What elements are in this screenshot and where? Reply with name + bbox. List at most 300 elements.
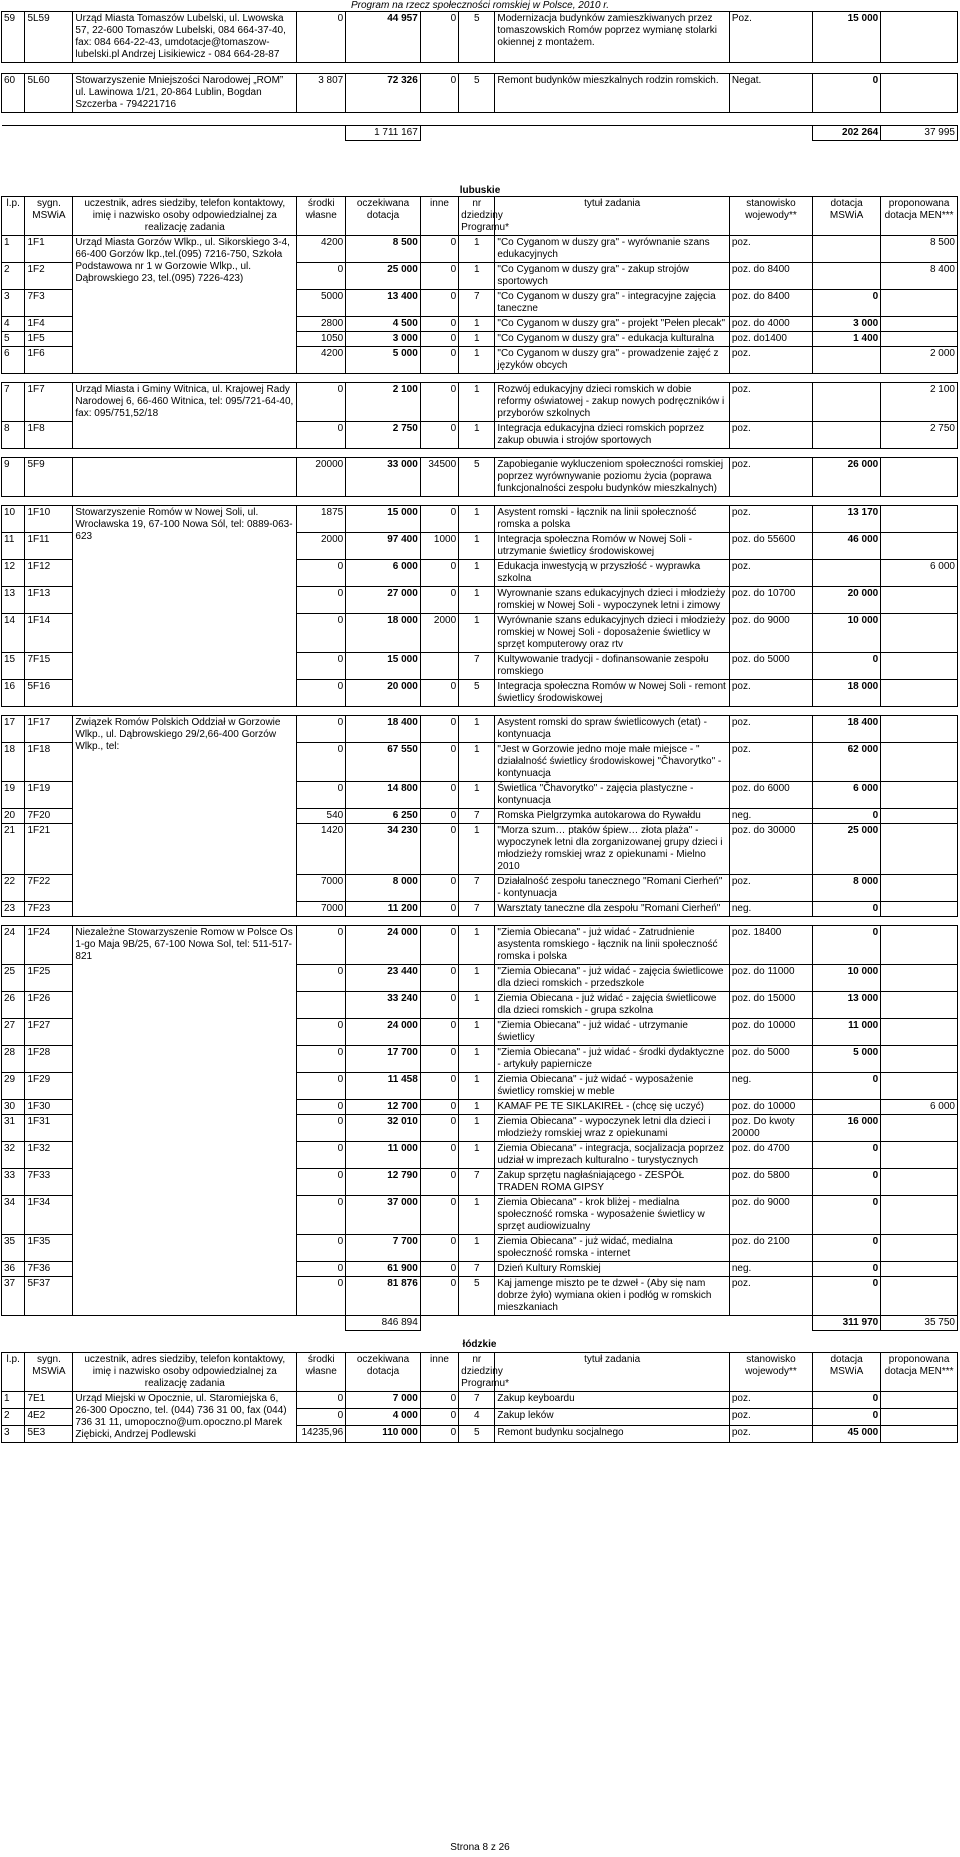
cell-inne: 0	[420, 1196, 458, 1235]
cell-inne: 0	[420, 1115, 458, 1142]
cell-oczekiwana: 14 800	[346, 782, 421, 809]
column-header: inne	[420, 1353, 458, 1392]
cell-sygn: 1F18	[25, 743, 73, 782]
cell-stanowisko: poz. do 9000	[729, 1196, 812, 1235]
cell-stanowisko: neg.	[729, 1073, 812, 1100]
cell-wlasne: 0	[297, 1169, 346, 1196]
cell-tytul: Modernizacja budynków zamieszkiwanych przez tomaszowskich Romów poprzez wymianę stolarki okiennej z montażem.	[495, 12, 729, 63]
cell-dotacja-men	[881, 1073, 958, 1100]
sum-spacer	[297, 1316, 346, 1331]
cell-dotacja-men	[881, 1115, 958, 1142]
column-header: środki własne	[297, 1353, 346, 1392]
cell-dotacja-mswia: 0	[813, 1169, 881, 1196]
cell-lp: 15	[2, 653, 25, 680]
column-header: oczekiwana dotacja	[346, 197, 421, 236]
cell-tytul: "Co Cyganom w duszy gra" - zakup strojów sportowych	[495, 263, 729, 290]
cell-dotacja-mswia: 20 000	[813, 587, 881, 614]
cell-nr: 1	[459, 560, 495, 587]
cell-lp: 37	[2, 1277, 25, 1316]
cell-stanowisko: poz. 18400	[729, 926, 812, 965]
cell-nr: 7	[459, 1392, 495, 1409]
cell-lp: 22	[2, 875, 25, 902]
table-row	[2, 1392, 958, 1409]
cell-dotacja-men: 8 400	[881, 263, 958, 290]
cell-oczekiwana: 24 000	[346, 1019, 421, 1046]
column-header: nr dziedziny Programu*	[459, 197, 495, 236]
cell-dotacja-mswia: 10 000	[813, 965, 881, 992]
cell-inne: 0	[420, 1169, 458, 1196]
cell-lp: 2	[2, 263, 25, 290]
cell-dotacja-men	[881, 926, 958, 965]
cell-uczestnik: Stowarzyszenie Romów w Nowej Soli, ul. Wrocławska 19, 67-100 Nowa Sól, tel: 0889-063-623	[73, 506, 297, 707]
sum-spacer	[2, 1316, 297, 1331]
cell-inne: 0	[420, 965, 458, 992]
table-row	[2, 374, 958, 383]
cell-wlasne: 0	[297, 1409, 346, 1426]
cell-stanowisko: poz. do 4000	[729, 317, 812, 332]
cell-sygn: 5F16	[25, 680, 73, 707]
cell-nr: 5	[459, 1277, 495, 1316]
cell-tytul: "Co Cyganom w duszy gra" - wyrównanie szans edukacyjnych	[495, 236, 729, 263]
cell-nr: 1	[459, 263, 495, 290]
cell-dotacja-mswia: 1 400	[813, 332, 881, 347]
cell-inne: 0	[420, 12, 458, 63]
cell-wlasne: 0	[297, 1196, 346, 1235]
cell-oczekiwana: 12 790	[346, 1169, 421, 1196]
cell-dotacja-mswia: 6 000	[813, 782, 881, 809]
cell-sygn: 1F19	[25, 782, 73, 809]
cell-dotacja-mswia: 13 170	[813, 506, 881, 533]
top-table	[1, 11, 958, 141]
sum-spacer	[2, 126, 297, 141]
cell-sygn: 5L60	[25, 74, 73, 113]
cell-dotacja-men	[881, 1409, 958, 1426]
cell-tytul: "Ziemia Obiecana" - już widać - zajęcia świetlicowe dla dzieci romskich - przedszkole	[495, 965, 729, 992]
cell-stanowisko: Poz.	[729, 12, 812, 63]
cell-tytul: Ziemia Obiecana - już widać - zajęcia świetlicowe dla dzieci romskich - grupa szkolna	[495, 992, 729, 1019]
cell-oczekiwana: 11 458	[346, 1073, 421, 1100]
cell-inne: 0	[420, 992, 458, 1019]
cell-oczekiwana: 44 957	[346, 12, 421, 63]
cell-sygn: 1F27	[25, 1019, 73, 1046]
cell-tytul: Asystent romski - łącznik na linii społeczność romska a polska	[495, 506, 729, 533]
cell-dotacja-mswia: 26 000	[813, 458, 881, 497]
column-header: l.p.	[2, 197, 25, 236]
cell-dotacja-mswia	[813, 383, 881, 422]
cell-lp: 35	[2, 1235, 25, 1262]
cell-lp: 1	[2, 1392, 25, 1409]
row-spacer	[2, 707, 958, 716]
cell-dotacja-mswia: 0	[813, 809, 881, 824]
cell-sygn: 1F17	[25, 716, 73, 743]
cell-dotacja-men	[881, 317, 958, 332]
cell-stanowisko: poz. do 6000	[729, 782, 812, 809]
cell-dotacja-mswia: 0	[813, 902, 881, 917]
cell-dotacja-men	[881, 875, 958, 902]
cell-lp: 60	[2, 74, 25, 113]
cell-stanowisko: poz.	[729, 422, 812, 449]
cell-dotacja-men	[881, 1235, 958, 1262]
cell-dotacja-men	[881, 680, 958, 707]
table-row	[2, 497, 958, 506]
cell-nr: 5	[459, 74, 495, 113]
cell-oczekiwana: 11 000	[346, 1142, 421, 1169]
cell-tytul: Zakup leków	[495, 1409, 729, 1426]
cell-oczekiwana: 15 000	[346, 653, 421, 680]
cell-sygn: 7F33	[25, 1169, 73, 1196]
sum-spacer	[297, 126, 346, 141]
cell-inne: 0	[420, 1100, 458, 1115]
sum-spacer	[420, 1316, 812, 1331]
cell-sygn: 1F8	[25, 422, 73, 449]
cell-tytul: Kaj jamenge miszto pe te dzweł - (Aby się nam dobrze żyło) wymiana okien i podłóg w romskich mieszkaniach	[495, 1277, 729, 1316]
cell-nr: 1	[459, 743, 495, 782]
cell-stanowisko: neg.	[729, 902, 812, 917]
cell-wlasne: 7000	[297, 875, 346, 902]
cell-oczekiwana: 81 876	[346, 1277, 421, 1316]
cell-stanowisko: poz.	[729, 560, 812, 587]
cell-dotacja-men: 2 000	[881, 347, 958, 374]
cell-oczekiwana: 18 400	[346, 716, 421, 743]
cell-inne: 0	[420, 824, 458, 875]
cell-inne: 0	[420, 1073, 458, 1100]
column-header: oczekiwana dotacja	[346, 1353, 421, 1392]
cell-sygn: 5F37	[25, 1277, 73, 1316]
column-header: środki własne	[297, 197, 346, 236]
cell-wlasne: 0	[297, 1262, 346, 1277]
cell-dotacja-men	[881, 1142, 958, 1169]
cell-lp: 31	[2, 1115, 25, 1142]
lubuskie-table	[1, 196, 958, 1443]
cell-nr: 1	[459, 1196, 495, 1235]
cell-oczekiwana: 61 900	[346, 1262, 421, 1277]
cell-oczekiwana: 27 000	[346, 587, 421, 614]
cell-inne: 0	[420, 74, 458, 113]
cell-dotacja-mswia	[813, 560, 881, 587]
cell-oczekiwana: 33 000	[346, 458, 421, 497]
cell-dotacja-mswia: 0	[813, 1409, 881, 1426]
cell-wlasne: 0	[297, 680, 346, 707]
cell-lp: 30	[2, 1100, 25, 1115]
cell-wlasne: 540	[297, 809, 346, 824]
section-title-lodzkie: łódzkie	[462, 1339, 497, 1350]
cell-sygn: 1F24	[25, 926, 73, 965]
cell-lp: 4	[2, 317, 25, 332]
cell-inne: 0	[420, 1235, 458, 1262]
cell-inne: 0	[420, 1142, 458, 1169]
cell-oczekiwana: 6 250	[346, 809, 421, 824]
cell-wlasne: 2800	[297, 317, 346, 332]
table-row	[2, 12, 958, 63]
cell-sygn: 7F20	[25, 809, 73, 824]
cell-inne: 0	[420, 1277, 458, 1316]
cell-nr: 1	[459, 383, 495, 422]
cell-dotacja-mswia	[813, 236, 881, 263]
cell-tytul: Warsztaty taneczne dla zespołu "Romani Cierheń"	[495, 902, 729, 917]
cell-nr: 1	[459, 782, 495, 809]
cell-nr: 1	[459, 1100, 495, 1115]
cell-inne: 0	[420, 560, 458, 587]
cell-wlasne	[297, 992, 346, 1019]
cell-dotacja-men	[881, 1196, 958, 1235]
cell-dotacja-mswia	[813, 1100, 881, 1115]
cell-inne	[420, 653, 458, 680]
sum-oczekiwana: 846 894	[346, 1316, 421, 1331]
cell-tytul: Zakup keyboardu	[495, 1392, 729, 1409]
cell-tytul: Wyrownanie szans edukacyjnych dzieci i młodzieży romskiej w Nowej Soli - wypoczynek letni i zimowy	[495, 587, 729, 614]
cell-dotacja-men	[881, 1169, 958, 1196]
cell-dotacja-men	[881, 965, 958, 992]
cell-sygn: 1F30	[25, 1100, 73, 1115]
cell-dotacja-mswia	[813, 263, 881, 290]
cell-inne: 0	[420, 347, 458, 374]
cell-dotacja-mswia: 0	[813, 926, 881, 965]
cell-oczekiwana: 5 000	[346, 347, 421, 374]
cell-wlasne: 4200	[297, 347, 346, 374]
cell-inne: 0	[420, 317, 458, 332]
cell-wlasne: 0	[297, 1277, 346, 1316]
cell-stanowisko: poz. do 10700	[729, 587, 812, 614]
cell-tytul: Ziemia Obiecana" - już widać - wyposażenie świetlicy romskiej w meble	[495, 1073, 729, 1100]
cell-sygn: 1F34	[25, 1196, 73, 1235]
cell-dotacja-men	[881, 809, 958, 824]
cell-inne: 0	[420, 290, 458, 317]
cell-dotacja-mswia: 0	[813, 1392, 881, 1409]
table-row	[2, 506, 958, 533]
cell-inne: 0	[420, 875, 458, 902]
cell-sygn: 1F12	[25, 560, 73, 587]
cell-dotacja-men	[881, 12, 958, 63]
cell-wlasne: 2000	[297, 533, 346, 560]
cell-wlasne: 0	[297, 12, 346, 63]
cell-nr: 7	[459, 902, 495, 917]
sum-dotacja-men: 37 995	[881, 126, 958, 141]
cell-dotacja-mswia: 15 000	[813, 12, 881, 63]
cell-sygn: 7F3	[25, 290, 73, 317]
cell-oczekiwana: 4 000	[346, 1409, 421, 1426]
cell-dotacja-mswia: 16 000	[813, 1115, 881, 1142]
cell-wlasne: 0	[297, 782, 346, 809]
cell-lp: 13	[2, 587, 25, 614]
cell-lp: 33	[2, 1169, 25, 1196]
cell-inne: 0	[420, 716, 458, 743]
table-row	[2, 716, 958, 743]
cell-stanowisko: poz.	[729, 458, 812, 497]
cell-sygn: 5E3	[25, 1426, 73, 1443]
cell-dotacja-mswia: 0	[813, 1235, 881, 1262]
cell-wlasne: 0	[297, 1046, 346, 1073]
cell-dotacja-mswia: 0	[813, 74, 881, 113]
cell-dotacja-men	[881, 332, 958, 347]
cell-stanowisko: poz.	[729, 1277, 812, 1316]
cell-tytul: "Co Cyganom w duszy gra" - prowadzenie zajęć z języków obcych	[495, 347, 729, 374]
cell-oczekiwana: 2 750	[346, 422, 421, 449]
cell-dotacja-men	[881, 506, 958, 533]
cell-nr: 1	[459, 422, 495, 449]
cell-oczekiwana: 34 230	[346, 824, 421, 875]
cell-dotacja-mswia: 0	[813, 1073, 881, 1100]
cell-wlasne: 0	[297, 1115, 346, 1142]
cell-dotacja-mswia: 45 000	[813, 1426, 881, 1443]
cell-stanowisko: poz. do1400	[729, 332, 812, 347]
cell-nr: 7	[459, 875, 495, 902]
cell-tytul: Ziemia Obiecana" - wypoczynek letni dla dzieci i młodzieży romskiej wraz z opiekunami	[495, 1115, 729, 1142]
cell-lp: 59	[2, 12, 25, 63]
cell-inne: 34500	[420, 458, 458, 497]
cell-uczestnik: Niezależne Stowarzyszenie Romow w Polsce Os 1-go Maja 9B/25, 67-100 Nowa Sol, tel: 511-517-821	[73, 926, 297, 1316]
cell-oczekiwana: 24 000	[346, 926, 421, 965]
section-title-lodzkie-row	[2, 1331, 958, 1353]
cell-tytul: "Morza szum… ptaków śpiew… złota plaża" - wypoczynek letni dla zorganizowanej grupy dzieci i młodzieży romskiej wraz z opiekunami - Mielno 2010	[495, 824, 729, 875]
cell-nr: 1	[459, 1235, 495, 1262]
cell-tytul: Asystent romski do spraw świetlicowych (etat) - kontynuacja	[495, 716, 729, 743]
cell-nr: 5	[459, 458, 495, 497]
cell-inne: 0	[420, 1262, 458, 1277]
sum-dotacja-mswia: 311 970	[813, 1316, 881, 1331]
cell-dotacja-men	[881, 1392, 958, 1409]
column-header: inne	[420, 197, 458, 236]
cell-nr: 1	[459, 587, 495, 614]
cell-uczestnik: Urząd Miejski w Opocznie, ul. Staromiejska 6, 26-300 Opoczno, tel. (044) 736 31 00, fax (044) 736 31 11, umopoczno@um.opoczno.pl Marek Ziębicki, Andrzej Podlewski	[73, 1392, 297, 1443]
cell-inne: 2000	[420, 614, 458, 653]
cell-tytul: Dzień Kultury Romskiej	[495, 1262, 729, 1277]
cell-dotacja-mswia: 11 000	[813, 1019, 881, 1046]
cell-dotacja-men: 6 000	[881, 1100, 958, 1115]
cell-nr: 1	[459, 533, 495, 560]
cell-dotacja-mswia: 8 000	[813, 875, 881, 902]
cell-uczestnik: Urząd Miasta i Gminy Witnica, ul. Krajowej Rady Narodowej 6, 66-460 Witnica, tel: 095/721-64-40, fax: 095/751,52/18	[73, 383, 297, 449]
cell-lp: 29	[2, 1073, 25, 1100]
cell-oczekiwana: 23 440	[346, 965, 421, 992]
cell-lp: 1	[2, 236, 25, 263]
sum-spacer	[420, 126, 812, 141]
cell-sygn: 7F23	[25, 902, 73, 917]
table-row	[2, 458, 958, 497]
cell-stanowisko: poz.	[729, 680, 812, 707]
cell-dotacja-mswia	[813, 422, 881, 449]
column-header: sygn. MSWiA	[25, 197, 73, 236]
cell-lp: 19	[2, 782, 25, 809]
cell-dotacja-men: 8 500	[881, 236, 958, 263]
cell-tytul: Ziemia Obiecana" - integracja, socjalizacja poprzez udział w imprezach kulturalno - turystycznych	[495, 1142, 729, 1169]
cell-nr: 5	[459, 680, 495, 707]
column-header: dotacja MSWiA	[813, 1353, 881, 1392]
cell-sygn: 1F14	[25, 614, 73, 653]
cell-inne: 0	[420, 782, 458, 809]
table-row	[2, 707, 958, 716]
cell-lp: 32	[2, 1142, 25, 1169]
sum-dotacja-mswia: 202 264	[813, 126, 881, 141]
cell-lp: 9	[2, 458, 25, 497]
column-header: sygn. MSWiA	[25, 1353, 73, 1392]
cell-sygn: 1F5	[25, 332, 73, 347]
cell-dotacja-men: 6 000	[881, 560, 958, 587]
cell-tytul: Wyrównanie szans edukacyjnych dzieci i młodzieży romskiej w Nowej Soli - doposażenie świetlicy w sprzęt komputerowy oraz rtv	[495, 614, 729, 653]
cell-inne: 0	[420, 587, 458, 614]
cell-tytul: Romska Pielgrzymka autokarowa do Rywałdu	[495, 809, 729, 824]
cell-oczekiwana: 8 500	[346, 236, 421, 263]
cell-lp: 7	[2, 383, 25, 422]
cell-oczekiwana: 110 000	[346, 1426, 421, 1443]
cell-dotacja-mswia: 0	[813, 290, 881, 317]
cell-tytul: "Ziemia Obiecana" - już widać - Zatrudnienie asystenta romskiego - łącznik na linii społeczność romska i polska	[495, 926, 729, 965]
cell-sygn: 1F21	[25, 824, 73, 875]
cell-tytul: Remont budynku socjalnego	[495, 1426, 729, 1443]
column-header: proponowana dotacja MEN***	[881, 1353, 958, 1392]
cell-wlasne: 0	[297, 965, 346, 992]
cell-lp: 3	[2, 1426, 25, 1443]
cell-lp: 10	[2, 506, 25, 533]
cell-nr: 1	[459, 716, 495, 743]
cell-wlasne: 0	[297, 422, 346, 449]
cell-lp: 12	[2, 560, 25, 587]
cell-stanowisko: poz. do 30000	[729, 824, 812, 875]
cell-sygn: 1F6	[25, 347, 73, 374]
cell-tytul: "Co Cyganom w duszy gra" - integracyjne zajęcia taneczne	[495, 290, 729, 317]
cell-stanowisko: poz. do 10000	[729, 1100, 812, 1115]
table-row	[2, 383, 958, 422]
cell-lp: 11	[2, 533, 25, 560]
cell-sygn: 1F1	[25, 236, 73, 263]
cell-dotacja-mswia: 62 000	[813, 743, 881, 782]
cell-wlasne: 0	[297, 587, 346, 614]
cell-stanowisko: poz.	[729, 347, 812, 374]
cell-tytul: "Jest w Gorzowie jedno moje małe miejsce - " działalność świetlicy środowiskowej "Čhavorytko" - kontynuacja	[495, 743, 729, 782]
cell-sygn: 1F11	[25, 533, 73, 560]
cell-tytul: "Co Cyganom w duszy gra" - projekt "Pełen plecak"	[495, 317, 729, 332]
cell-nr: 1	[459, 1046, 495, 1073]
cell-sygn: 1F4	[25, 317, 73, 332]
cell-dotacja-mswia: 10 000	[813, 614, 881, 653]
page-header: Program na rzecz społeczności romskiej w Polsce, 2010 r.	[350, 0, 610, 11]
cell-lp: 20	[2, 809, 25, 824]
column-header: uczestnik, adres siedziby, telefon kontaktowy, imię i nazwisko osoby odpowiedzialnej za realizację zadania	[73, 1353, 297, 1392]
cell-uczestnik: Związek Romów Polskich Oddział w Gorzowie Wlkp., ul. Dąbrowskiego 29/2,66-400 Gorzów Wlkp., tel:	[73, 716, 297, 917]
cell-stanowisko: poz.	[729, 743, 812, 782]
cell-nr: 7	[459, 809, 495, 824]
cell-dotacja-mswia: 25 000	[813, 824, 881, 875]
cell-nr: 5	[459, 12, 495, 63]
cell-stanowisko: poz.	[729, 1426, 812, 1443]
cell-tytul: "Co Cyganom w duszy gra" - edukacja kulturalna	[495, 332, 729, 347]
cell-stanowisko: poz. do 9000	[729, 614, 812, 653]
cell-dotacja-men	[881, 1277, 958, 1316]
cell-lp: 23	[2, 902, 25, 917]
cell-oczekiwana: 20 000	[346, 680, 421, 707]
cell-lp: 14	[2, 614, 25, 653]
cell-dotacja-men	[881, 902, 958, 917]
cell-oczekiwana: 17 700	[346, 1046, 421, 1073]
cell-nr: 1	[459, 1115, 495, 1142]
cell-dotacja-mswia: 0	[813, 1262, 881, 1277]
cell-oczekiwana: 25 000	[346, 263, 421, 290]
cell-stanowisko: poz. Do kwoty 20000	[729, 1115, 812, 1142]
cell-wlasne: 0	[297, 1019, 346, 1046]
column-header: proponowana dotacja MEN***	[881, 197, 958, 236]
cell-stanowisko: poz. do 2100	[729, 1235, 812, 1262]
cell-wlasne: 14235,96	[297, 1426, 346, 1443]
cell-dotacja-mswia: 0	[813, 653, 881, 680]
cell-uczestnik: Stowarzyszenie Mniejszości Narodowej „ROM” ul. Lawinowa 1/21, 20-864 Lublin, Bogdan Szczerba - 794221716	[73, 74, 297, 113]
cell-stanowisko: neg.	[729, 809, 812, 824]
cell-inne: 0	[420, 1019, 458, 1046]
cell-stanowisko: poz.	[729, 1392, 812, 1409]
cell-wlasne: 0	[297, 1073, 346, 1100]
cell-stanowisko: poz. do 5800	[729, 1169, 812, 1196]
cell-oczekiwana: 37 000	[346, 1196, 421, 1235]
cell-wlasne: 0	[297, 653, 346, 680]
cell-oczekiwana: 6 000	[346, 560, 421, 587]
